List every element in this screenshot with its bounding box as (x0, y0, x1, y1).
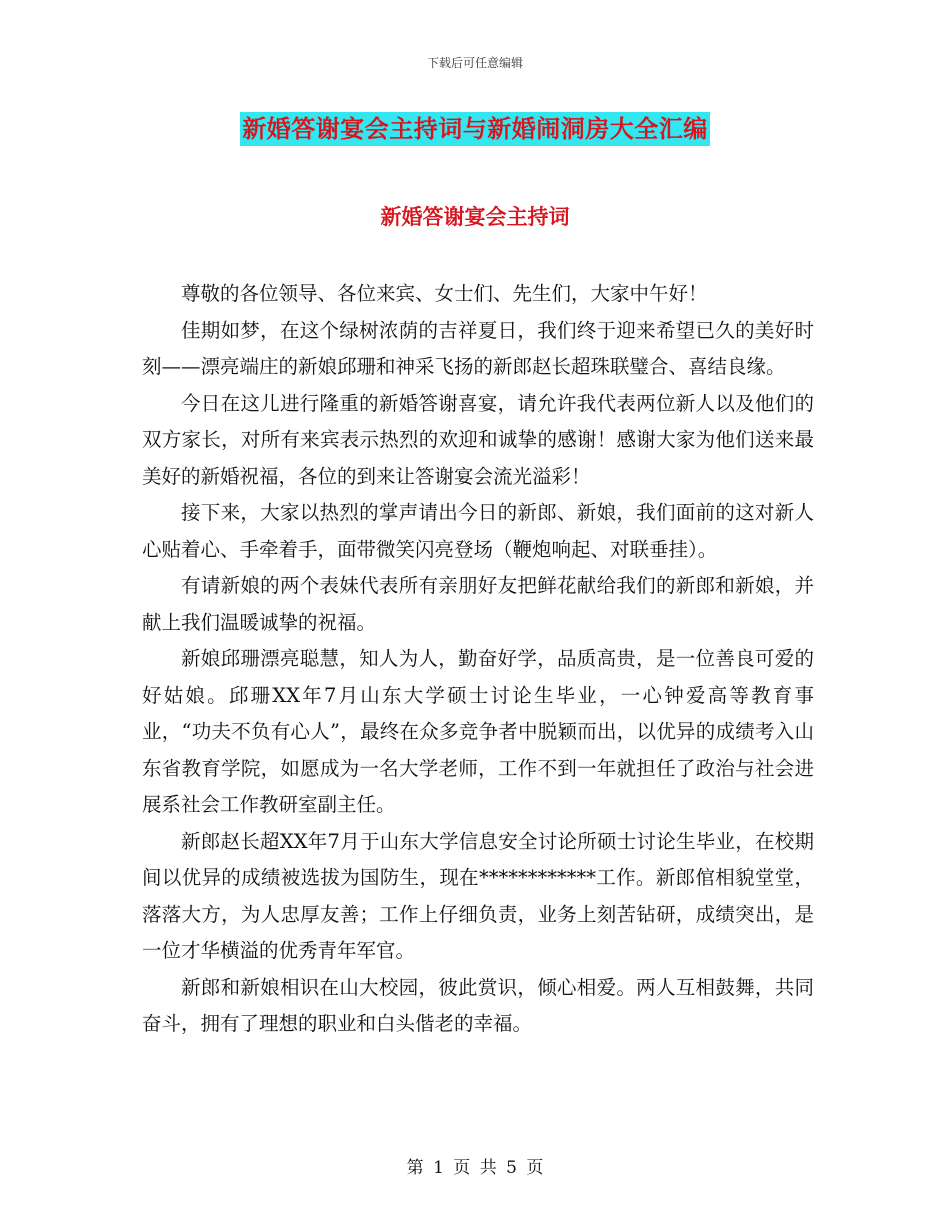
paragraph-6: 新娘邱珊漂亮聪慧，知人为人，勤奋好学，品质高贵，是一位善良可爱的好姑娘。邱珊XX年7月山东大学硕士讨论生毕业，一心钟爱高等教育事业，“功夫不负有心人”，最终在众多竞争者中脱颖而出，以优异的成绩考入山东省教育学院，如愿成为一名大学老师，工作不到一年就担任了政治与社会进展系社会工作教研室副主任。 (142, 647, 814, 816)
paragraph-3: 今日在这儿进行隆重的新婚答谢喜宴，请允许我代表两位新人以及他们的双方家长，对所有来宾表示热烈的欢迎和诚挚的感谢！感谢大家为他们送来最美好的新婚祝福，各位的到来让答谢宴会流光溢彩！ (142, 391, 814, 488)
paragraph-5: 有请新娘的两个表妹代表所有亲朋好友把鲜花献给我们的新郎和新娘，并献上我们温暖诚挚的祝福。 (142, 574, 814, 634)
paragraph-4: 接下来，大家以热烈的掌声请出今日的新郎、新娘，我们面前的这对新人心贴着心、手牵着手，面带微笑闪亮登场（鞭炮响起、对联垂挂）。 (142, 501, 814, 561)
paragraph-2: 佳期如梦，在这个绿树浓荫的吉祥夏日，我们终于迎来希望已久的美好时刻——漂亮端庄的新娘邱珊和神采飞扬的新郎赵长超珠联璧合、喜结良缘。 (142, 318, 814, 378)
document-title: 新婚答谢宴会主持词与新婚闹洞房大全汇编 (240, 112, 710, 146)
section-title: 新婚答谢宴会主持词 (380, 204, 570, 229)
page-number: 第 1 页 共 5 页 (406, 1158, 544, 1178)
document-body (142, 222, 814, 1043)
page-header-note: 下载后可任意编辑 (426, 56, 523, 70)
paragraph-8: 新郎和新娘相识在山大校园，彼此赏识，倾心相爱。两人互相鼓舞，共同奋斗，拥有了理想的职业和白头偕老的幸福。 (142, 975, 814, 1035)
paragraph-1: 尊敬的各位领导、各位来宾、女士们、先生们，大家中午好！ (181, 282, 708, 305)
paragraph-7: 新郎赵长超XX年7月于山东大学信息安全讨论所硕士讨论生毕业，在校期间以优异的成绩被选拔为国防生，现在************工作。新郎倌相貌堂堂，落落大方，为人忠厚友善；工作上仔细负责，业务上刻苦钻研，成绩突出，是一位才华横溢的优秀青年军官。 (142, 829, 814, 962)
title-container (0, 112, 950, 146)
